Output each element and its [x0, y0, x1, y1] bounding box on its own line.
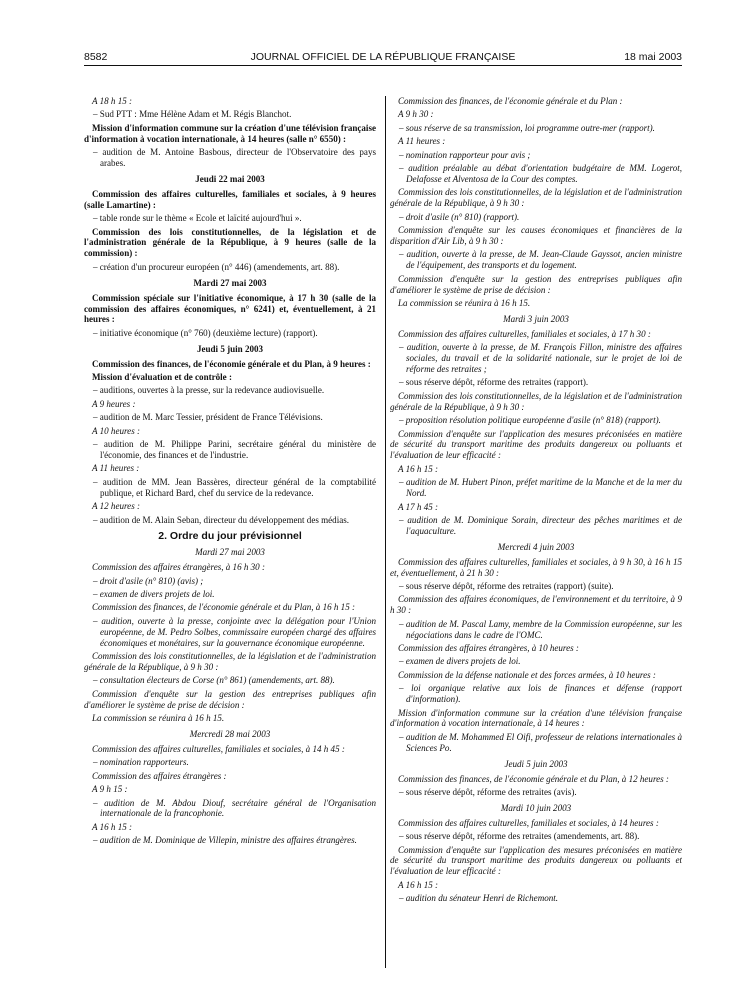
journal-title: JOURNAL OFFICIEL DE LA RÉPUBLIQUE FRANÇAISE	[250, 51, 516, 63]
agenda-item: – audition de MM. Jean Bassères, directeur général de la comptabilité publique, et Richard Bard, chef du service de la redevance.	[93, 476, 376, 498]
paragraph: A 12 heures :	[92, 501, 140, 512]
date-heading: Jeudi 22 mai 2003	[195, 173, 265, 184]
date-heading: Mercredi 4 juin 2003	[497, 541, 575, 552]
agenda-item: – audition préalable au débat d'orientation budgétaire de MM. Logerot, Delafosse et Alventosa de la Cour des comptes.	[399, 163, 682, 184]
paragraph: Commission des affaires culturelles, familiales et sociales, à 14 h 45 :	[92, 743, 345, 754]
agenda-item: – audition, ouverte à la presse, de M. Jean-Claude Gayssot, ancien ministre de l'équipement, des transports et du logement.	[399, 249, 682, 271]
paragraph: Commission d'enquête sur la gestion des entreprises publiques afin d'améliorer le système de prise de décision :	[390, 273, 682, 295]
paragraph: Commission spéciale sur l'initiative économique, à 17 h 30 (salle de la commission des affaires économiques, n° 6241) et, éventuellement, à 21 heures :	[84, 292, 376, 325]
issue-date: 18 mai 2003	[624, 51, 682, 63]
column-divider	[385, 96, 386, 968]
paragraph: Commission des lois constitutionnelles, de la législation et de l'administration générale de la République, à 9 h 30 :	[390, 390, 682, 412]
paragraph: Commission d'enquête sur l'application des mesures préconisées en matière de sécurité du transport maritime des produits dangereux ou polluants et l'évaluation de leur efficacité :	[390, 428, 682, 461]
section-heading: 2. Ordre du jour prévisionnel	[158, 530, 302, 543]
paragraph: Commission des affaires étrangères, à 10 heures :	[398, 642, 579, 653]
paragraph: Commission des lois constitutionnelles, de la législation et de l'administration générale de la République, à 9 heures (salle de la commission) :	[84, 226, 376, 259]
agenda-item: – loi organique relative aux lois de finances et défense (rapport d'information).	[399, 683, 682, 705]
header-rule	[84, 65, 682, 66]
paragraph: Commission des finances, de l'économie générale et du Plan :	[398, 96, 623, 106]
agenda-item: – sous réserve dépôt, réforme des retraites (rapport).	[399, 377, 589, 388]
paragraph: Commission des affaires culturelles, familiales et sociales, à 9 heures (salle Lamartine) :	[84, 188, 376, 210]
paragraph: Commission des finances, de l'économie générale et du Plan, à 16 h 15 :	[92, 602, 355, 613]
paragraph: Mission d'information commune sur la création d'une télévision française d'information à vocation internationale, à 14 heures :	[390, 707, 682, 729]
paragraph: A 11 heures :	[398, 136, 446, 147]
agenda-item: – audition de M. Mohammed El Oifi, professeur de relations internationales à Sciences Po.	[399, 731, 682, 753]
agenda-item: – audition de M. Alain Seban, directeur du développement des médias.	[93, 514, 350, 525]
agenda-item: – audition de M. Abdou Diouf, secrétaire général de l'Organisation internationale de la francophonie.	[93, 797, 376, 819]
paragraph: Commission des lois constitutionnelles, de la législation et de l'administration générale de la République, à 9 h 30 :	[84, 651, 376, 672]
date-heading: Jeudi 5 juin 2003	[504, 758, 568, 769]
agenda-item: – création d'un procureur européen (n° 446) (amendements, art. 88).	[93, 261, 340, 272]
paragraph: A 16 h 15 :	[398, 463, 439, 474]
paragraph: A 17 h 45 :	[398, 501, 439, 512]
agenda-item: – audition de M. Antoine Basbous, directeur de l'Observatoire des pays arabes.	[93, 147, 376, 169]
paragraph: Commission des affaires économiques, de l'environnement et du territoire, à 9 h 30 :	[390, 594, 682, 616]
agenda-item: – droit d'asile (n° 810) (rapport).	[399, 211, 520, 222]
paragraph: A 9 heures :	[92, 398, 136, 409]
agenda-item: – audition de M. Hubert Pinon, préfet maritime de la Manche et de la mer du Nord.	[399, 477, 682, 499]
paragraph: Mission d'évaluation et de contrôle :	[92, 372, 232, 383]
paragraph: Commission des finances, de l'économie générale et du Plan, à 12 heures :	[398, 773, 669, 784]
agenda-item: – nomination rapporteurs.	[93, 757, 189, 768]
left-column	[84, 96, 376, 970]
date-heading: Mardi 10 juin 2003	[500, 802, 572, 813]
paragraph: La commission se réunira à 16 h 15.	[92, 713, 225, 724]
agenda-item: – nomination rapporteur pour avis ;	[399, 149, 531, 160]
paragraph: A 16 h 15 :	[92, 821, 133, 832]
agenda-item: – examen de divers projets de loi.	[399, 656, 521, 667]
paragraph: A 16 h 15 :	[398, 879, 439, 890]
agenda-item: – audition de M. Pascal Lamy, membre de la Commission européenne, sur les négociations dans le cadre de l'OMC.	[399, 618, 682, 640]
paragraph: A 18 h 15 :	[92, 96, 133, 106]
date-heading: Mardi 27 mai 2003	[193, 277, 267, 288]
agenda-item: – audition du sénateur Henri de Richemont.	[399, 893, 559, 904]
page-header	[84, 50, 682, 64]
agenda-item: – Sud PTT : Mme Hélène Adam et M. Régis Blanchot.	[93, 109, 292, 120]
agenda-item: – audition, ouverte à la presse, conjointe avec la délégation pour l'Union européenne, de M. Pedro Solbes, commissaire européen chargé des affaires économiques et monétaires, sur la gouvernance économique européenne.	[93, 615, 376, 648]
date-heading: Mercredi 28 mai 2003	[189, 729, 271, 739]
paragraph: Commission d'enquête sur l'application des mesures préconisées en matière de sécurité du transport maritime des produits dangereux ou polluants et l'évaluation de leur efficacité :	[390, 844, 682, 877]
paragraph: Commission des affaires étrangères :	[92, 770, 227, 781]
agenda-item: – audition de M. Marc Tessier, président de France Télévisions.	[93, 412, 323, 423]
paragraph: A 9 h 15 :	[92, 784, 128, 795]
date-heading: Jeudi 5 juin 2003	[196, 343, 264, 354]
agenda-item: – sous réserve dépôt, réforme des retraites (rapport) (suite).	[399, 580, 614, 591]
date-heading: Mardi 3 juin 2003	[503, 313, 569, 324]
paragraph: La commission se réunira à 16 h 15.	[398, 298, 531, 308]
agenda-item: – auditions, ouvertes à la presse, sur la redevance audiovisuelle.	[93, 385, 325, 396]
agenda-item: – examen de divers projets de loi.	[93, 589, 215, 600]
agenda-item: – audition de M. Dominique de Villepin, ministre des affaires étrangères.	[93, 835, 357, 846]
paragraph: Commission de la défense nationale et des forces armées, à 10 heures :	[398, 669, 656, 680]
right-column	[390, 96, 682, 970]
agenda-item: – table ronde sur le thème « Ecole et laïcité aujourd'hui ».	[93, 213, 302, 224]
agenda-item: – sous réserve dépôt, réforme des retraites (avis).	[399, 786, 577, 797]
page-number: 8582	[84, 51, 108, 63]
date-heading: Mardi 27 mai 2003	[195, 547, 265, 558]
agenda-item: – proposition résolution politique européenne d'asile (n° 818) (rapport).	[399, 415, 661, 426]
paragraph: Commission d'enquête sur les causes économiques et financières de la disparition d'Air Lib, à 9 h 30 :	[390, 225, 682, 246]
agenda-item: – sous réserve de sa transmission, loi programme outre-mer (rapport).	[399, 122, 655, 133]
paragraph: Commission des affaires étrangères, à 16 h 30 :	[92, 562, 265, 573]
paragraph: Commission d'enquête sur la gestion des entreprises publiques afin d'améliorer le système de prise de décision :	[84, 688, 376, 710]
paragraph: Commission des affaires culturelles, familiales et sociales, à 14 heures :	[398, 817, 659, 828]
paragraph: A 9 h 30 :	[398, 109, 434, 120]
agenda-item: – initiative économique (n° 760) (deuxième lecture) (rapport).	[93, 327, 318, 338]
agenda-item: – droit d'asile (n° 810) (avis) ;	[93, 575, 204, 586]
paragraph: A 11 heures :	[92, 463, 140, 474]
agenda-item: – sous réserve dépôt, réforme des retraites (amendements, art. 88).	[399, 831, 640, 842]
paragraph: Commission des affaires culturelles, familiales et sociales, à 17 h 30 :	[398, 328, 651, 339]
paragraph: Commission des affaires culturelles, familiales et sociales, à 9 h 30, à 16 h 15 et, éventuellement, à 21 h 30 :	[390, 556, 682, 578]
paragraph: Mission d'information commune sur la création d'une télévision française d'information à vocation internationale, à 14 heures (salle n° 6550) :	[84, 122, 376, 144]
paragraph: Commission des lois constitutionnelles, de la législation et de l'administration générale de la République, à 9 h 30 :	[390, 187, 682, 209]
agenda-item: – audition de M. Philippe Parini, secrétaire général du ministère de l'économie, des finances et de l'industrie.	[93, 439, 376, 460]
paragraph: A 10 heures :	[92, 425, 140, 436]
agenda-item: – audition de M. Dominique Sorain, directeur des pêches maritimes et de l'aquaculture.	[399, 514, 682, 536]
agenda-item: – consultation électeurs de Corse (n° 861) (amendements, art. 88).	[93, 675, 335, 686]
paragraph: Commission des finances, de l'économie générale et du Plan, à 9 heures :	[92, 358, 371, 369]
agenda-item: – audition, ouverte à la presse, de M. François Fillon, ministre des affaires sociales, du travail et de la solidarité nationale, sur le projet de loi de réforme des retraites ;	[399, 342, 682, 375]
